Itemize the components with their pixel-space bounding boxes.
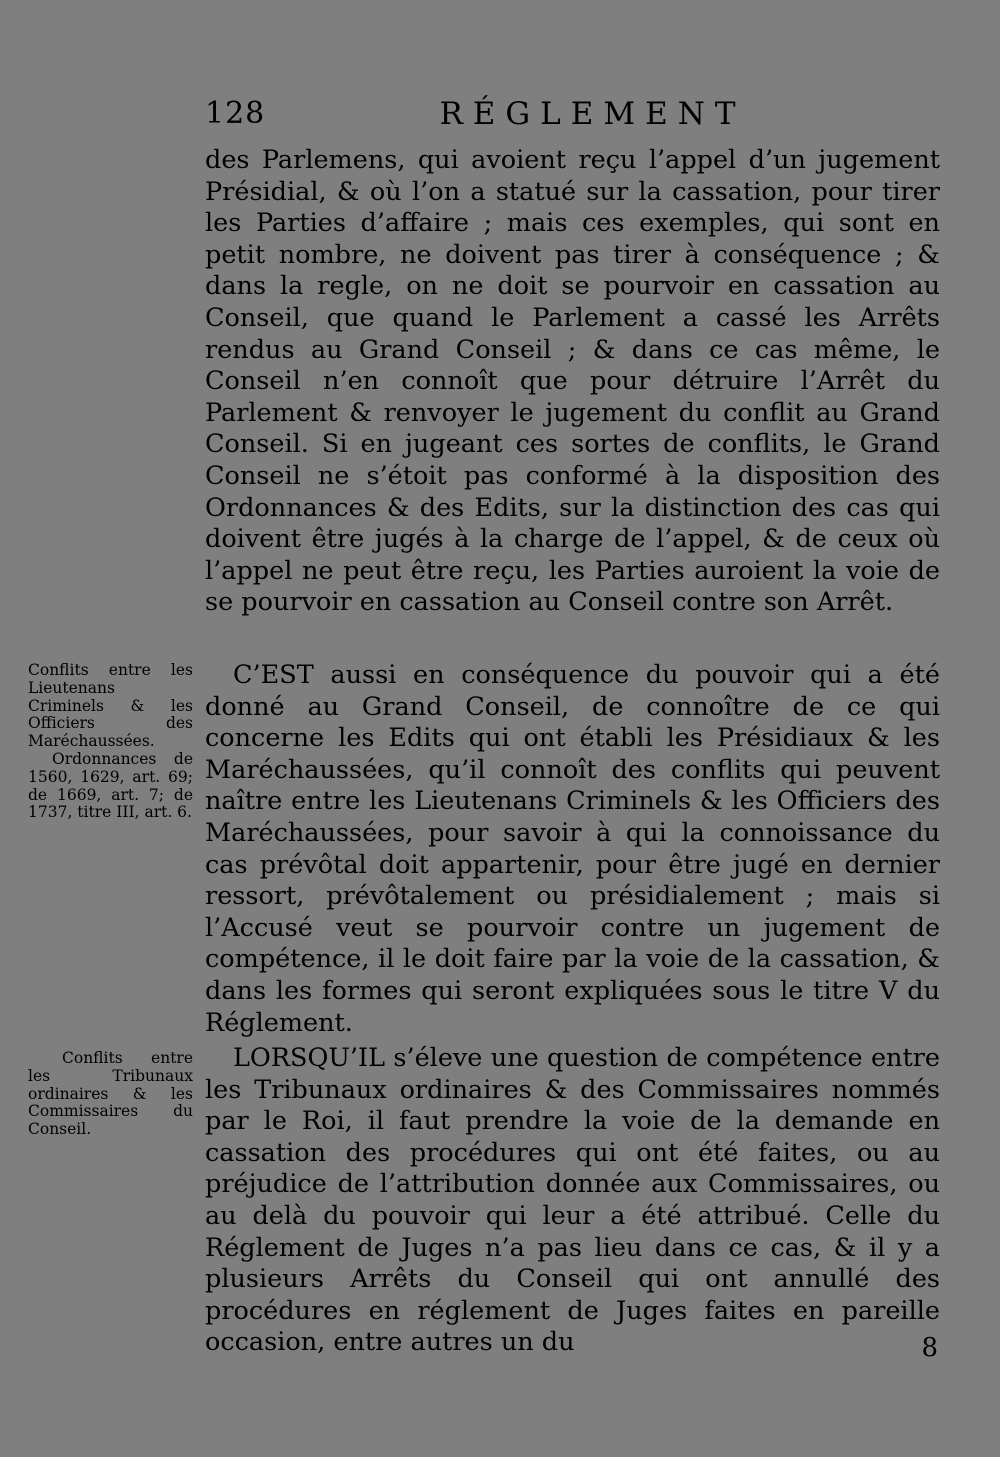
page-header: [205, 96, 940, 140]
paragraph-3: [205, 1043, 940, 1359]
paragraph-2: [205, 660, 940, 1039]
running-title: RÉGLEMENT: [439, 96, 746, 132]
catchword: 8: [921, 1333, 938, 1363]
margin-note-conflits-tribunaux: Conflits entre les Tribunaux ordinaires & les Commissaires du Conseil.: [28, 1049, 193, 1139]
page-number: 128: [205, 96, 266, 131]
paragraph-2-text: aussi en conséquence du pouvoir qui a été donné au Grand Conseil, de connoître de ce qui concerne les Edits qui ont établi les Présidiaux & les Maréchaussées, qu’il connoît des conflits qui peuvent naître entre les Lieutenans Criminels & les Officiers des Maréchaussées, pour savoir à qui la connoissance du cas prévôtal doit appartenir, pour être jugé en dernier ressort, prévôtalement ou présidialement ; mais si l’Accusé veut se pourvoir contre un jugement de compétence, il le doit faire par la voie de la cassation, & dans les formes qui seront expliquées sous le titre V du Réglement.: [205, 660, 940, 1038]
margin-note-conflits-lieutenans: [28, 662, 193, 822]
margin-note-title: Conflits entre les Lieutenans Criminels & les Officiers des Maréchaussées.: [28, 661, 193, 751]
paragraph-3-text: s’éleve une question de compétence entre les Tribunaux ordinaires & des Commissaires nommés par le Roi, il faut prendre la voie de la demande en cassation des procédures qui ont été faites, ou au préjudice de l’attribution donnée aux Commissaires, ou au delà du pouvoir qui leur a été attribué. Celle du Réglement de Juges n’a pas lieu dans ce cas, & il y a plusieurs Arrêts du Conseil qui ont annullé des procédures en réglement de Juges faites en pareille occasion, entre autres un du: [205, 1043, 940, 1358]
paragraph-2-lead: C’EST: [233, 660, 314, 690]
margin-note-references: Ordonnances de 1560, 1629, art. 69; de 1669, art. 7; de 1737, titre III, art. 6.: [28, 749, 193, 822]
paragraph-3-lead: LORSQU’IL: [233, 1043, 386, 1073]
paragraph-1: des Parlemens, qui avoient reçu l’appel d’un jugement Présidial, & où l’on a statué sur la cassation, pour tirer les Parties d’affaire ; mais ces exemples, qui sont en petit nombre, ne doivent pas tirer à conséquence ; & dans la regle, on ne doit se pourvoir en cassation au Conseil, que quand le Parlement a cassé les Arrêts rendus au Grand Conseil ; & dans ce cas même, le Conseil n’en connoît que pour détruire l’Arrêt du Parlement & renvoyer le jugement du conflit au Grand Conseil. Si en jugeant ces sortes de conflits, le Grand Conseil ne s’étoit pas conformé à la disposition des Ordonnances & des Edits, sur la distinction des cas qui doivent être jugés à la charge de l’appel, & de ceux où l’appel ne peut être reçu, les Parties auroient la voie de se pourvoir en cassation au Conseil contre son Arrêt.: [205, 145, 940, 618]
